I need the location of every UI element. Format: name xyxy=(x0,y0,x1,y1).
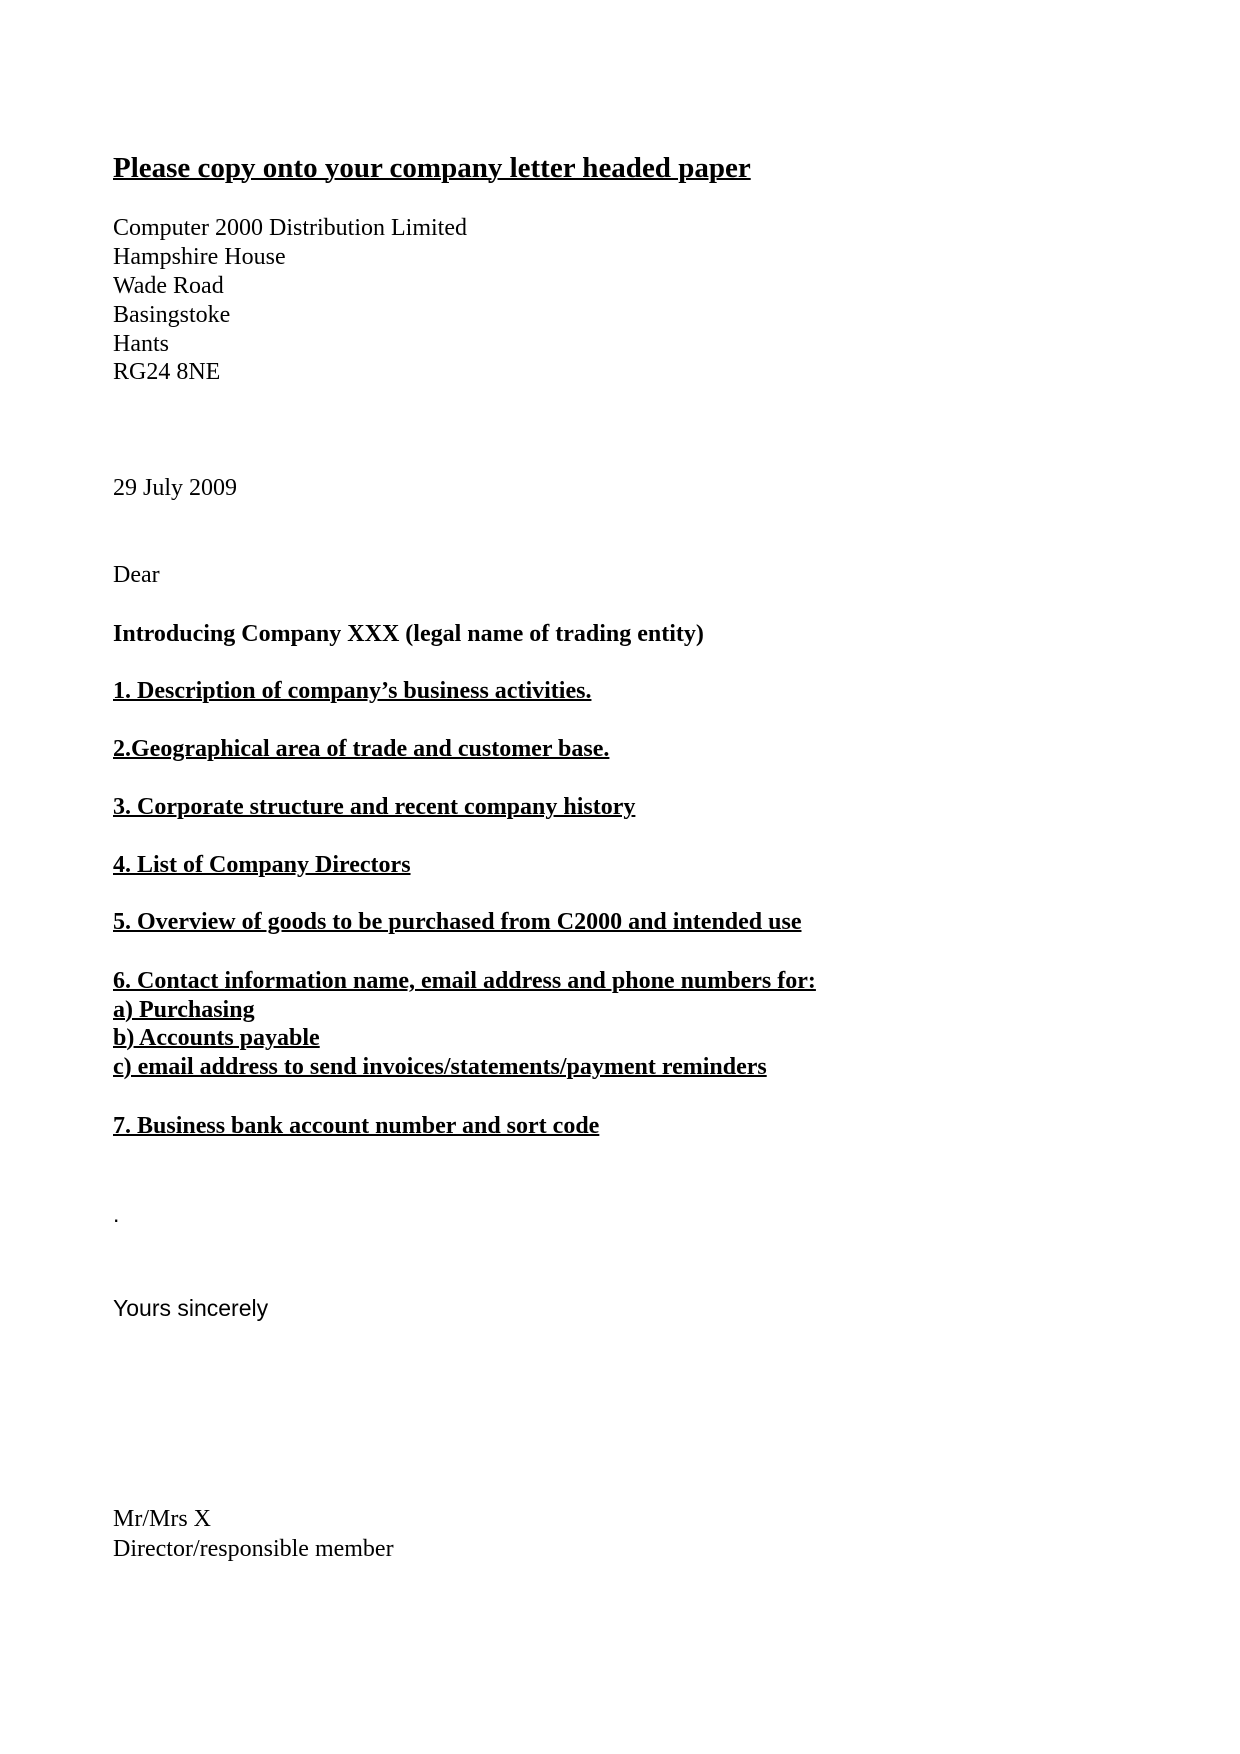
list-item: 3. Corporate structure and recent company history xyxy=(113,794,636,820)
address-line: Wade Road xyxy=(113,273,224,299)
list-item: b) Accounts payable xyxy=(113,1025,320,1051)
list-item: 1. Description of company’s business activities. xyxy=(113,678,592,704)
intro-heading: Introducing Company XXX (legal name of trading entity) xyxy=(113,621,704,647)
list-item: 5. Overview of goods to be purchased from C2000 and intended use xyxy=(113,909,802,935)
stray-dot: . xyxy=(113,1201,120,1227)
salutation: Dear xyxy=(113,562,160,588)
page-title: Please copy onto your company letter headed paper xyxy=(113,152,751,184)
list-item: a) Purchasing xyxy=(113,997,255,1023)
closing: Yours sincerely xyxy=(113,1295,269,1321)
letter-date: 29 July 2009 xyxy=(113,475,238,501)
address-line: RG24 8NE xyxy=(113,359,221,385)
list-item: 6. Contact information name, email address and phone numbers for: xyxy=(113,968,816,994)
address-line: Computer 2000 Distribution Limited xyxy=(113,215,467,241)
signature-role: Director/responsible member xyxy=(113,1536,394,1562)
list-item: 2.Geographical area of trade and customer base. xyxy=(113,736,610,762)
list-item: 7. Business bank account number and sort code xyxy=(113,1113,600,1139)
list-item: 4. List of Company Directors xyxy=(113,852,411,878)
address-line: Hants xyxy=(113,331,169,357)
signature-name: Mr/Mrs X xyxy=(113,1506,212,1532)
address-line: Basingstoke xyxy=(113,302,231,328)
list-item: c) email address to send invoices/statements/payment reminders xyxy=(113,1054,767,1080)
address-line: Hampshire House xyxy=(113,244,286,270)
